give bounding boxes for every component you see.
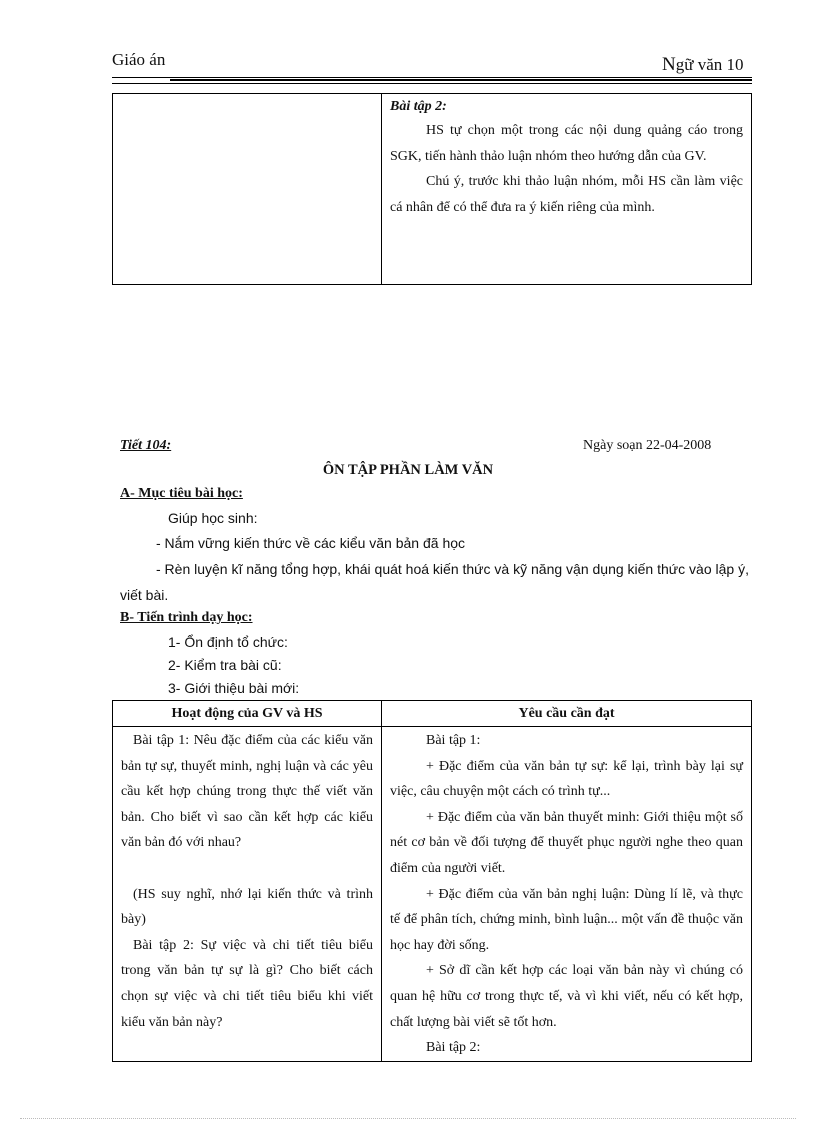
- activity-right-para-2: + Đặc điểm của văn bản tự sự: kể lại, trình bày lại sự việc, câu chuyện một cách có trình tự...: [390, 758, 743, 800]
- activity-right-para-4: + Đặc điểm của văn bản nghị luận: Dùng lí lẽ, và thực tế để phân tích, chứng minh, bình luận... một vấn đề thuộc văn học hay đời sống.: [390, 886, 743, 953]
- section-b-line-2: 2- Kiểm tra bài cũ:: [168, 657, 282, 673]
- header-right-initial: N: [662, 54, 676, 75]
- header-rule-thick: [170, 79, 752, 81]
- lesson-title: ÔN TẬP PHẦN LÀM VĂN: [322, 462, 494, 478]
- section-b-line-1: 1- Ổn định tổ chức:: [168, 634, 288, 650]
- section-a-line-3: - Rèn luyện kĩ năng tổng hợp, khái quát hoá kiến thức và kỹ năng vận dụng kiến thức vào lập ý,: [156, 561, 749, 577]
- activity-right-cell: [382, 727, 752, 1062]
- section-a-line-2: - Nắm vững kiến thức về các kiểu văn bản đã học: [156, 535, 466, 551]
- page-bottom-rule: [20, 1118, 796, 1119]
- activity-left-para-2: (HS suy nghĩ, nhớ lại kiến thức và trình bày): [121, 886, 373, 928]
- activity-left-para-3: Bài tập 2: Sự việc và chi tiết tiêu biểu trong văn bản tự sự là gì? Cho biết cách chọn sự việc và chi tiết tiêu biểu khi viết kiểu văn bản này?: [121, 937, 373, 1030]
- table1-right-cell: [382, 94, 752, 285]
- activity-right-para-6: Bài tập 2:: [426, 1040, 481, 1056]
- activity-left-cell: [113, 727, 382, 1062]
- activity-header-right: Yêu cầu cần đạt: [382, 701, 752, 727]
- activity-left-para-1: Bài tập 1: Nêu đặc điểm của các kiểu văn bản tự sự, thuyết minh, nghị luận và các yêu cầu kết hợp chúng trong thực thế viết văn bản. Cho biết vì sao cần kết hợp các kiểu văn bản đó với nhau?: [121, 733, 373, 851]
- section-a-line-4: viết bài.: [120, 587, 169, 603]
- section-a-heading: A- Mục tiêu bài học:: [120, 486, 243, 501]
- section-b-line-3: 3- Giới thiệu bài mới:: [168, 680, 300, 696]
- activity-right-para-3: + Đặc điểm của văn bản thuyết minh: Giới thiệu một số nét cơ bản về đối tượng để thuyết phục người nghe theo quan điểm của người viết.: [390, 809, 743, 876]
- activity-right-para-5: + Sở dĩ cần kết hợp các loại văn bản này vì chúng có quan hệ hữu cơ trong thực tế, và vì khi viết, nếu có kết hợp, chất lượng bài viết sẽ tốt hơn.: [390, 963, 743, 1030]
- activity-header-left: Hoạt động của GV và HS: [113, 701, 382, 727]
- table1-para-2: Chú ý, trước khi thảo luận nhóm, mỗi HS cần làm việc cá nhân để có thể đưa ra ý kiến riêng của mình.: [390, 174, 743, 215]
- lesson-number: Tiết 104:: [120, 438, 172, 453]
- table1-left-cell: [113, 94, 382, 285]
- header-rule-bottom: [112, 83, 752, 84]
- lesson-date: Ngày soạn 22-04-2008: [583, 438, 712, 453]
- table1-exercise-title: Bài tập 2:: [390, 99, 447, 114]
- exercise-table-top: [112, 93, 752, 285]
- header-left: Giáo án: [112, 50, 166, 69]
- activity-right-para-1: Bài tập 1:: [426, 733, 481, 748]
- header-right-rest: gữ văn 10: [675, 55, 744, 74]
- section-b-heading: B- Tiến trình dạy học:: [120, 610, 253, 625]
- section-a-line-1: Giúp học sinh:: [168, 510, 258, 526]
- header-rule-top: [112, 77, 752, 78]
- header-right: [662, 54, 744, 76]
- activity-left-spacer: [121, 856, 373, 882]
- table1-para-1: HS tự chọn một trong các nội dung quảng cáo trong SGK, tiến hành thảo luận nhóm theo hướng dẫn của GV.: [390, 123, 743, 164]
- activity-table: [112, 700, 752, 1062]
